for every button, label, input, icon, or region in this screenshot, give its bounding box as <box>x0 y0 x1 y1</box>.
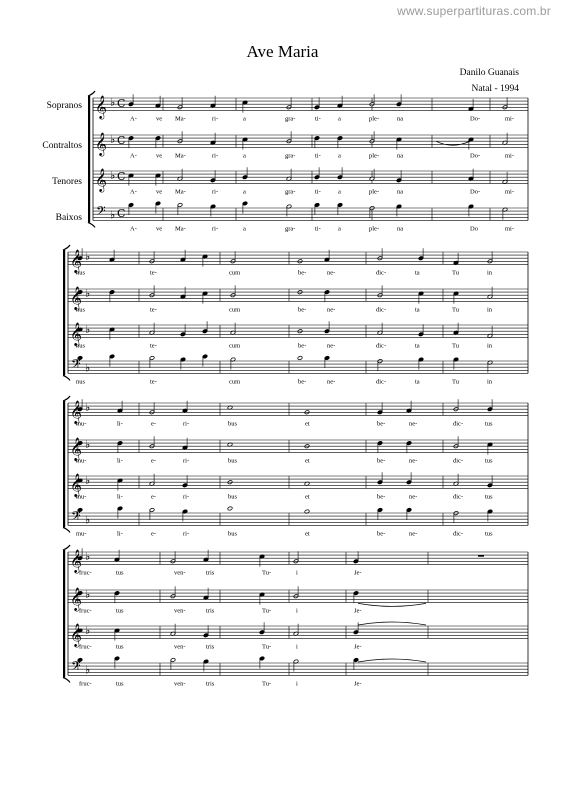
lyric-syllable: bus <box>228 493 238 501</box>
flat-key-signature-icon: ♭ <box>85 323 91 337</box>
system-bracket <box>63 401 65 527</box>
lyric-syllable: bus <box>228 457 238 465</box>
lyric-syllable: i <box>296 643 298 651</box>
lyric-syllable: in <box>487 342 493 350</box>
lyric-syllable: tus <box>116 607 124 615</box>
lyric-syllable: a <box>243 152 246 160</box>
lyric-syllable: ta <box>415 306 420 314</box>
flat-key-signature-icon: ♭ <box>85 438 91 452</box>
lyric-syllable: tris <box>206 643 215 651</box>
lyric-syllable: ple- <box>369 225 380 233</box>
lyric-syllable: be- <box>377 530 386 538</box>
lyric-syllable: i <box>296 569 298 577</box>
lyric-syllable: tus <box>116 569 124 577</box>
lyric-syllable: A- <box>130 115 137 123</box>
lyric-syllable: nus <box>76 306 86 314</box>
lyric-syllable: i <box>296 607 298 615</box>
watermark: www.superpartituras.com.br <box>397 4 551 18</box>
lyric-syllable: nus <box>76 269 86 277</box>
lyric-syllable: ne- <box>409 457 418 465</box>
bracket-bottom-hook <box>63 527 70 532</box>
lyric-syllable: tris <box>206 569 215 577</box>
bracket-top-hook <box>63 245 70 250</box>
lyric-syllable: tus <box>485 493 493 501</box>
note-head <box>227 506 232 511</box>
bracket-bottom-hook <box>63 375 70 380</box>
lyric-syllable: be- <box>298 306 307 314</box>
lyric-syllable: tus <box>485 420 493 428</box>
lyric-syllable: gra- <box>285 225 296 233</box>
lyric-syllable: bus <box>228 530 238 538</box>
score-title: Ave Maria <box>246 42 319 61</box>
lyric-syllable: mu- <box>76 530 87 538</box>
lyric-syllable: cum <box>229 306 241 314</box>
lyric-syllable: tus <box>116 643 124 651</box>
lyric-syllable: fruc- <box>79 680 92 688</box>
lyric-syllable: tus <box>485 457 493 465</box>
lyric-syllable: a <box>338 225 341 233</box>
lyric-syllable: ri- <box>183 457 190 465</box>
voice-label-sopranos: Sopranos <box>46 101 82 111</box>
bracket-top-hook <box>63 396 70 401</box>
lyric-syllable: ri- <box>183 530 190 538</box>
lyric-syllable: ven- <box>174 643 186 651</box>
treble-clef-icon: 𝄞 <box>70 586 82 611</box>
lyric-syllable: a <box>243 188 246 196</box>
lyric-syllable: fruc- <box>79 643 92 651</box>
lyric-syllable: in <box>487 306 493 314</box>
lyric-syllable: ta <box>415 342 420 350</box>
lyric-syllable: et <box>305 420 310 428</box>
bracket-top-hook <box>88 91 95 96</box>
lyric-syllable: cum <box>229 342 241 350</box>
lyric-syllable: e- <box>151 530 157 538</box>
lyric-syllable: be- <box>377 457 386 465</box>
lyric-syllable: li- <box>117 420 123 428</box>
lyric-syllable: e- <box>151 493 157 501</box>
bracket-bottom-hook <box>63 677 70 682</box>
composition-date: Natal - 1994 <box>471 84 519 94</box>
lyric-syllable: ti- <box>315 188 321 196</box>
lyric-syllable: in <box>487 378 493 386</box>
lyric-syllable: a <box>338 152 341 160</box>
lyric-syllable: Ma- <box>175 188 186 196</box>
lyric-syllable: ri- <box>212 225 219 233</box>
lyric-syllable: nus <box>76 342 86 350</box>
lyric-syllable: li- <box>117 493 123 501</box>
lyric-syllable: Tu <box>452 306 459 314</box>
lyric-syllable: fruc- <box>79 607 92 615</box>
flat-key-signature-icon: ♭ <box>85 401 91 415</box>
treble-clef-icon: 𝄞 <box>95 94 107 119</box>
lyric-syllable: Do- <box>470 115 481 123</box>
lyric-syllable: tus <box>485 530 493 538</box>
lyric-syllable: dic- <box>453 457 464 465</box>
lyric-syllable: ri- <box>212 188 219 196</box>
lyric-syllable: Ma- <box>175 225 186 233</box>
system-bracket <box>63 250 65 375</box>
treble-clef-icon: 𝄞 <box>70 472 82 497</box>
lyric-syllable: gra- <box>285 115 296 123</box>
lyric-syllable: Tu <box>452 378 459 386</box>
system-bracket <box>63 550 65 677</box>
lyric-syllable: bus <box>228 420 238 428</box>
system-bracket <box>88 96 90 222</box>
lyric-syllable: Ma- <box>175 152 186 160</box>
treble-clef-icon: 𝄞 <box>70 285 82 310</box>
lyric-syllable: te- <box>150 269 157 277</box>
lyric-syllable: mi- <box>505 188 515 196</box>
lyric-syllable: be- <box>298 269 307 277</box>
treble-clef-icon: 𝄞 <box>95 167 107 192</box>
lyric-syllable: A- <box>130 225 137 233</box>
bass-clef-icon: 𝄢 <box>71 356 81 375</box>
lyric-syllable: Je- <box>354 607 362 615</box>
lyric-syllable: ve <box>156 225 163 233</box>
lyric-syllable: ple- <box>369 152 380 160</box>
lyric-syllable: ven- <box>174 680 186 688</box>
lyric-syllable: mi- <box>505 115 515 123</box>
tie-slur <box>358 622 426 625</box>
treble-clef-icon: 𝄞 <box>70 321 82 346</box>
lyric-syllable: ve <box>156 115 163 123</box>
staff-s3-v4 <box>68 509 528 527</box>
lyric-syllable: Tu- <box>262 607 272 615</box>
treble-clef-icon: 𝄞 <box>70 248 82 273</box>
flat-key-signature-icon: ♭ <box>85 361 91 375</box>
lyric-syllable: ti- <box>315 225 321 233</box>
lyric-syllable: ri- <box>183 493 190 501</box>
lyric-syllable: dic- <box>376 269 387 277</box>
flat-key-signature-icon: ♭ <box>85 513 91 527</box>
flat-key-signature-icon: ♭ <box>85 287 91 301</box>
flat-key-signature-icon: ♭ <box>85 663 91 677</box>
lyric-syllable: e- <box>151 457 157 465</box>
lyric-syllable: ve <box>156 188 163 196</box>
lyric-syllable: be- <box>377 493 386 501</box>
flat-key-signature-icon: ♭ <box>110 169 116 183</box>
lyric-syllable: Je- <box>354 569 362 577</box>
tie-slur <box>358 659 426 662</box>
lyric-syllable: Ma- <box>175 115 186 123</box>
flat-key-signature-icon: ♭ <box>85 474 91 488</box>
lyric-syllable: te- <box>150 378 157 386</box>
flat-key-signature-icon: ♭ <box>85 550 91 564</box>
bass-clef-icon: 𝄢 <box>96 203 106 222</box>
staff-s4-v2 <box>68 586 528 611</box>
lyric-syllable: ta <box>415 378 420 386</box>
lyric-syllable: be- <box>298 342 307 350</box>
flat-key-signature-icon: ♭ <box>85 588 91 602</box>
note-head <box>297 356 302 361</box>
lyric-syllable: Je- <box>354 643 362 651</box>
lyric-syllable: na <box>397 152 404 160</box>
lyric-syllable: tris <box>206 607 215 615</box>
lyric-syllable: ne- <box>327 269 336 277</box>
treble-clef-icon: 𝄞 <box>70 622 82 647</box>
voice-label-tenores: Tenores <box>52 177 82 187</box>
lyric-syllable: Do- <box>470 188 481 196</box>
lyric-syllable: Do <box>470 225 478 233</box>
lyric-syllable: in <box>487 269 493 277</box>
time-signature: C <box>117 96 126 110</box>
lyric-syllable: ne- <box>409 420 418 428</box>
lyric-syllable: A- <box>130 188 137 196</box>
lyric-syllable: ti- <box>315 115 321 123</box>
lyric-syllable: A- <box>130 152 137 160</box>
treble-clef-icon: 𝄞 <box>70 399 82 424</box>
flat-key-signature-icon: ♭ <box>110 96 116 110</box>
lyric-syllable: ta <box>415 269 420 277</box>
treble-clef-icon: 𝄞 <box>70 548 82 573</box>
flat-key-signature-icon: ♭ <box>110 133 116 147</box>
lyric-syllable: ple- <box>369 188 380 196</box>
time-signature: C <box>117 133 126 147</box>
lyric-syllable: ve <box>156 152 163 160</box>
flat-key-signature-icon: ♭ <box>85 250 91 264</box>
bracket-bottom-hook <box>88 222 95 227</box>
lyric-syllable: li- <box>117 530 123 538</box>
treble-clef-icon: 𝄞 <box>70 436 82 461</box>
lyric-syllable: ne- <box>327 342 336 350</box>
lyric-syllable: nus <box>76 378 86 386</box>
lyric-syllable: ne- <box>327 306 336 314</box>
lyric-syllable: et <box>305 457 310 465</box>
lyric-syllable: na <box>397 188 404 196</box>
lyric-syllable: be- <box>377 420 386 428</box>
lyric-syllable: na <box>397 225 404 233</box>
lyric-syllable: tus <box>116 680 124 688</box>
lyric-syllable: dic- <box>453 530 464 538</box>
flat-key-signature-icon: ♭ <box>110 208 116 222</box>
lyric-syllable: mi- <box>505 152 515 160</box>
lyric-syllable: a <box>338 188 341 196</box>
lyric-syllable: li- <box>117 457 123 465</box>
flat-key-signature-icon: ♭ <box>85 624 91 638</box>
lyric-syllable: Tu- <box>262 680 272 688</box>
lyric-syllable: dic- <box>453 420 464 428</box>
lyric-syllable: te- <box>150 342 157 350</box>
lyric-syllable: mu- <box>76 493 87 501</box>
composer-name: Danilo Guanais <box>459 68 519 78</box>
lyric-syllable: ri- <box>212 115 219 123</box>
treble-clef-icon: 𝄞 <box>95 131 107 156</box>
time-signature: C <box>117 206 126 220</box>
lyric-syllable: Tu- <box>262 643 272 651</box>
lyric-syllable: ple- <box>369 115 380 123</box>
lyric-syllable: ti- <box>315 152 321 160</box>
lyric-syllable: a <box>338 115 341 123</box>
lyric-syllable: mi- <box>505 225 515 233</box>
lyric-syllable: mu- <box>76 457 87 465</box>
staff-s1-v4 <box>93 204 528 222</box>
lyric-syllable: Tu <box>452 269 459 277</box>
time-signature: C <box>117 169 126 183</box>
lyric-syllable: i <box>296 680 298 688</box>
lyric-syllable: Do- <box>470 152 481 160</box>
lyric-syllable: Je- <box>354 680 362 688</box>
lyric-syllable: a <box>243 115 246 123</box>
lyric-syllable: be- <box>298 378 307 386</box>
lyric-syllable: ven- <box>174 569 186 577</box>
lyric-syllable: fruc- <box>79 569 92 577</box>
lyric-syllable: mu- <box>76 420 87 428</box>
lyric-syllable: ne- <box>409 530 418 538</box>
voice-label-contraltos: Contraltos <box>42 141 82 151</box>
lyric-syllable: cum <box>229 378 241 386</box>
tie-slur <box>358 603 426 606</box>
lyric-syllable: Tu <box>452 342 459 350</box>
lyric-syllable: gra- <box>285 188 296 196</box>
lyric-syllable: ri- <box>183 420 190 428</box>
lyric-syllable: gra- <box>285 152 296 160</box>
lyric-syllable: et <box>305 530 310 538</box>
lyric-syllable: Tu- <box>262 569 272 577</box>
voice-label-baixos: Baixos <box>55 213 82 223</box>
lyric-syllable: dic- <box>453 493 464 501</box>
lyric-syllable: ne- <box>327 378 336 386</box>
lyric-syllable: et <box>305 493 310 501</box>
lyric-syllable: e- <box>151 420 157 428</box>
lyric-syllable: dic- <box>376 378 387 386</box>
lyric-syllable: te- <box>150 306 157 314</box>
bracket-top-hook <box>63 545 70 550</box>
lyric-syllable: ne- <box>409 493 418 501</box>
bass-clef-icon: 𝄢 <box>71 658 81 677</box>
bass-clef-icon: 𝄢 <box>71 508 81 527</box>
lyric-syllable: dic- <box>376 342 387 350</box>
lyric-syllable: ri- <box>212 152 219 160</box>
lyric-syllable: dic- <box>376 306 387 314</box>
lyric-syllable: na <box>397 115 404 123</box>
lyric-syllable: a <box>243 225 246 233</box>
lyric-syllable: cum <box>229 269 241 277</box>
lyric-syllable: tris <box>206 680 215 688</box>
lyric-syllable: ven- <box>174 607 186 615</box>
